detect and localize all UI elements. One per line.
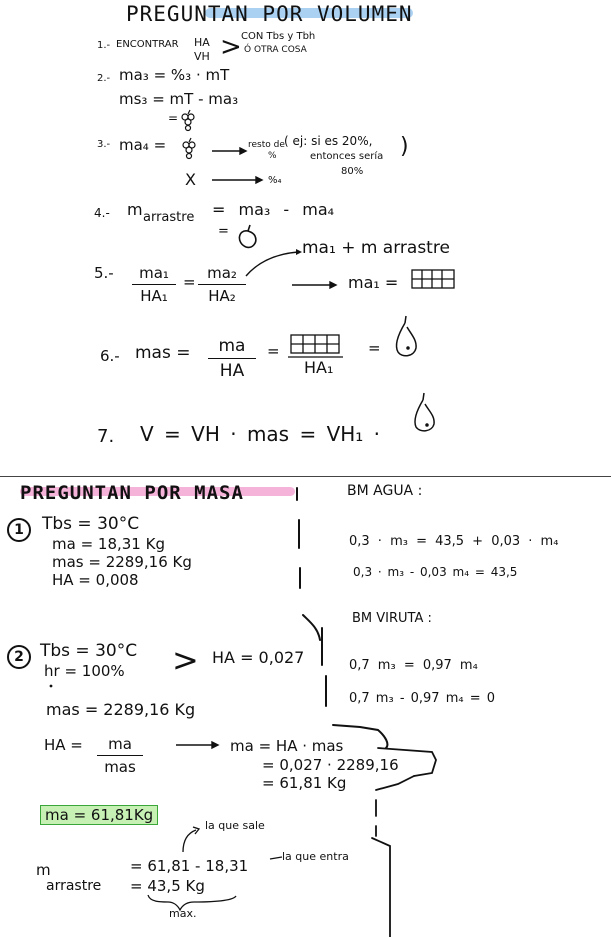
arrow-icon: [292, 282, 336, 288]
problem-2-hr: hr = 100%: [44, 662, 125, 680]
arrow-icon: [176, 742, 218, 748]
step-4-m: m: [127, 200, 143, 219]
step-7-formula: V = VH · mas = VH₁ ·: [140, 422, 381, 446]
step-3-percent: %: [268, 151, 277, 161]
step-1-ha: HA: [194, 36, 210, 49]
drag-max: max.: [169, 907, 197, 920]
grid-icon: [412, 270, 454, 288]
step-3-paren: ): [400, 134, 409, 159]
step-6-equals: =: [267, 342, 280, 360]
step-2-number: 2.-: [97, 73, 111, 84]
step-1-cond-a: CON Tbs y Tbh: [241, 31, 316, 42]
deriv-result: = 61,81 Kg: [262, 774, 347, 792]
step-5-top-expr: ma₁ + m arrastre: [302, 238, 450, 258]
problem-1-ma: ma = 18,31 Kg: [52, 535, 165, 553]
note-entra: la que entra: [282, 850, 349, 863]
step-3-x: X: [185, 170, 196, 189]
step-2-line-1: ma₃ = %₃ · mT: [119, 66, 230, 84]
drag-m: m: [36, 861, 51, 879]
curve-arrow-icon: [246, 252, 298, 276]
step-1-greater: >: [220, 32, 242, 62]
bm-chips-title: BM VIRUTA :: [352, 611, 432, 626]
problem-2-marker: 2: [7, 645, 31, 669]
problem-1-mas: mas = 2289,16 Kg: [52, 553, 192, 571]
problem-2-greater: >: [172, 641, 199, 679]
step-4-formula: = ma₃ - ma₄: [212, 200, 335, 219]
bm-chips-eq-2: 0,7 m₃ - 0,97 m₄ = 0: [349, 691, 496, 706]
pear-icon: [397, 316, 417, 356]
step-6-den2: HA₁: [304, 358, 334, 377]
mass-section-title: PREGUNTAN POR MASA: [20, 482, 244, 504]
problem-1-ha: HA = 0,008: [52, 571, 139, 589]
problem-1-tbs: Tbs = 30°C: [42, 514, 140, 534]
deriv-sub: = 0,027 · 2289,16: [262, 756, 399, 774]
derivation-bracket: [372, 748, 436, 937]
step-5-frac-2: ma₂ HA₂: [198, 264, 246, 305]
bm-water-eq-1: 0,3 · m₃ = 43,5 + 0,03 · m₄: [349, 534, 559, 549]
drag-label: arrastre: [46, 878, 102, 894]
step-3-rest: resto de: [248, 140, 285, 150]
problem-2-tbs: Tbs = 30°C: [40, 641, 138, 661]
step-3-note-b: entonces sería: [310, 151, 384, 162]
step-4-number: 4.-: [94, 206, 110, 220]
step-6-mas: mas =: [135, 343, 191, 363]
arrow-icon: [212, 148, 262, 183]
drag-line-1: = 61,81 - 18,31: [130, 857, 249, 875]
step-5-equals: =: [183, 273, 196, 291]
step-6-number: 6.-: [100, 347, 120, 365]
bm-water-title: BM AGUA :: [347, 483, 423, 499]
step-4-arrastre: arrastre: [143, 210, 195, 225]
problem-1-marker: 1: [7, 518, 31, 542]
step-4-equals: =: [218, 224, 229, 239]
step-3-ma4: ma₄ =: [119, 136, 167, 154]
water-mass-result: ma = 61,81Kg: [40, 805, 158, 825]
bm-chips-eq-1: 0,7 m₃ = 0,97 m₄: [349, 658, 478, 673]
note-sale: la que sale: [205, 819, 265, 832]
deriv-ma: ma = HA · mas: [230, 737, 344, 755]
step-1-text: ENCONTRAR: [116, 39, 179, 50]
pear-icon: [415, 393, 434, 431]
step-3-note-a: ( ej: si es 20%,: [284, 134, 373, 148]
step-6-frac: ma HA: [208, 336, 256, 381]
step-3-number: 3.-: [97, 139, 111, 150]
step-5-number: 5.-: [94, 264, 114, 282]
step-2-line-3: =: [168, 111, 179, 125]
grapes-icon: [182, 110, 194, 131]
bm-water-eq-2: 0,3 · m₃ - 0,03 m₄ = 43,5: [353, 565, 518, 579]
step-5-result: ma₁ =: [348, 273, 399, 292]
step-6-equals-2: =: [368, 339, 381, 357]
step-3-pct4: %₄: [268, 175, 282, 186]
grid-icon: [288, 335, 343, 357]
deriv-ha: HA =: [44, 736, 83, 754]
step-5-frac-1: ma₁ HA₁: [132, 264, 176, 305]
section-divider: [0, 476, 611, 477]
step-1-cond-b: Ó OTRA COSA: [244, 45, 307, 55]
problem-2-ha: HA = 0,027: [212, 648, 305, 667]
step-1-vh: VH: [194, 50, 210, 63]
volume-section-title: PREGUNTAN POR VOLUMEN: [126, 2, 413, 26]
step-3-note-c: 80%: [341, 166, 364, 177]
step-1-number: 1.-: [97, 40, 111, 51]
step-7-number: 7.: [97, 426, 115, 447]
deriv-frac: ma mas: [97, 735, 143, 776]
grapes-icon: [183, 138, 195, 159]
step-2-line-2: ms₃ = mT - ma₃: [119, 90, 239, 108]
apple-icon: [239, 225, 255, 247]
drag-line-2: = 43,5 Kg: [130, 877, 205, 895]
problem-2-mas: mas = 2289,16 Kg: [46, 700, 196, 719]
